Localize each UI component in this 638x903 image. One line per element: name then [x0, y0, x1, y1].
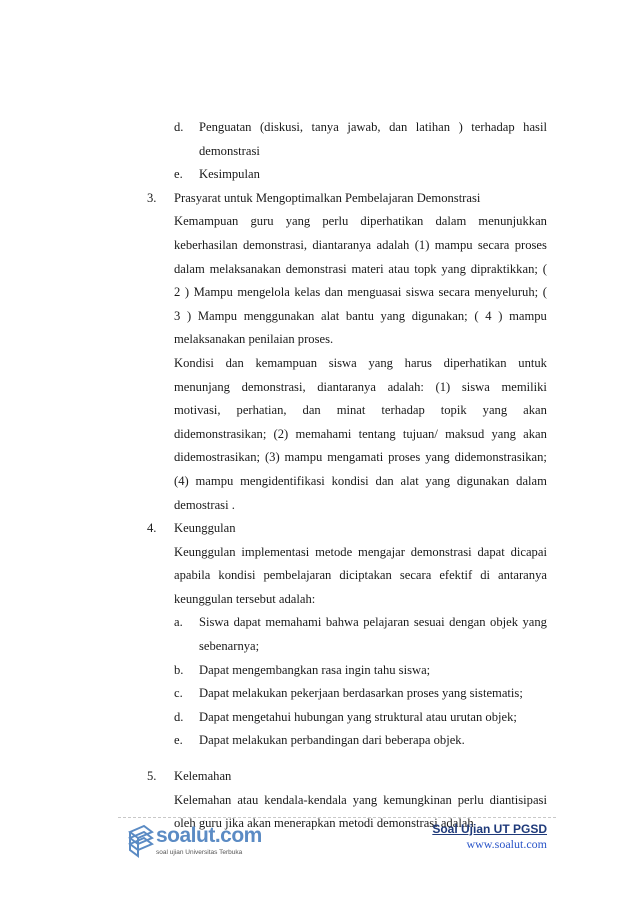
line-text: menunjang demonstrasi, diantaranya adalah: (1) siswa memiliki	[174, 379, 547, 394]
list-item-line	[0, 163, 638, 187]
book-icon	[126, 822, 156, 858]
line-text: 2 ) Mampu mengelola kelas dan menguasai siswa secara menyeluruh; (	[174, 285, 547, 300]
paragraph-line	[0, 789, 638, 813]
footer-url-link[interactable]: www.soalut.com	[466, 837, 547, 851]
paragraph-line	[0, 494, 638, 518]
section-spacer	[0, 753, 638, 765]
footer-divider	[118, 817, 556, 818]
line-text: Kelemahan	[174, 769, 232, 784]
list-marker: e.	[174, 167, 183, 182]
paragraph-line	[0, 588, 638, 612]
paragraph-line	[0, 328, 638, 352]
list-marker: b.	[174, 662, 184, 677]
line-text: melaksanakan penilaian proses.	[174, 332, 334, 347]
paragraph-line	[0, 234, 638, 258]
list-item-line	[0, 729, 638, 753]
line-text: sebenarnya;	[199, 639, 260, 654]
list-item-line	[0, 659, 638, 683]
list-marker: e.	[174, 733, 183, 748]
list-marker: 5.	[147, 769, 157, 784]
footer-title: Soal Ujian UT PGSD	[432, 822, 547, 836]
paragraph-line	[0, 281, 638, 305]
list-marker: 4.	[147, 521, 157, 536]
line-text: Keunggulan implementasi metode mengajar demonstrasi dapat dicapai	[174, 544, 547, 559]
list-item-line	[0, 140, 638, 164]
line-text: demostrasi .	[174, 497, 235, 512]
line-text: Dapat melakukan perbandingan dari beberapa objek.	[199, 733, 465, 748]
paragraph-line	[0, 564, 638, 588]
paragraph-line	[0, 258, 638, 282]
paragraph-line	[0, 446, 638, 470]
section-heading	[0, 517, 638, 541]
list-item-line	[0, 706, 638, 730]
paragraph-line	[0, 470, 638, 494]
line-text: 3 ) Mampu menggunakan alat bantu yang digunakan; ( 4 ) mampu	[174, 308, 547, 323]
list-item-line	[0, 116, 638, 140]
line-text: Siswa dapat memahami bahwa pelajaran sesuai dengan objek yang	[199, 615, 547, 630]
logo-wordmark: soalut.com	[156, 824, 262, 847]
list-item-line	[0, 635, 638, 659]
document-body	[0, 116, 638, 836]
line-text: oleh guru jika akan menerapkan metodi demonstrasi adalah	[174, 816, 474, 831]
line-text: didemostrasikan; (3) mampu mengamati proses yang didemonstrasikan;	[174, 450, 547, 465]
line-text: motivasi, perhatian, dan minat terhadap topik yang akan	[174, 403, 547, 418]
line-text: apabila kondisi pembelajaran diciptakan secara efektif di antaranya	[174, 568, 547, 583]
list-item-line	[0, 682, 638, 706]
line-text: keberhasilan demonstrasi, diantaranya adalah (1) mampu secara proses	[174, 237, 547, 252]
line-text: keunggulan tersebut adalah:	[174, 591, 316, 606]
paragraph-line	[0, 305, 638, 329]
section-heading	[0, 187, 638, 211]
paragraph-line	[0, 210, 638, 234]
line-text: Kelemahan atau kendala-kendala yang kemungkinan perlu diantisipasi	[174, 792, 547, 807]
line-text: Dapat mengetahui hubungan yang struktural atau urutan objek;	[199, 709, 517, 724]
line-text: Keunggulan	[174, 521, 236, 536]
list-marker: 3.	[147, 190, 157, 205]
line-text: didemonstrasikan; (2) memahami tentang tujuan/ maksud yang akan	[174, 426, 547, 441]
line-text: Penguatan (diskusi, tanya jawab, dan latihan ) terhadap hasil	[199, 120, 547, 134]
list-marker: a.	[174, 615, 183, 630]
line-text: dalam melaksanakan demonstrasi materi atau topk yang dipraktikkan; (	[174, 261, 547, 276]
paragraph-line	[0, 423, 638, 447]
list-marker: d.	[174, 120, 184, 134]
line-text: Kesimpulan	[199, 167, 260, 182]
line-text: Dapat mengembangkan rasa ingin tahu siswa;	[199, 662, 431, 677]
paragraph-line	[0, 399, 638, 423]
list-marker: c.	[174, 686, 183, 701]
line-text: demonstrasi	[199, 143, 260, 158]
logo-tagline: soal ujian Universitas Terbuka	[156, 849, 243, 856]
line-text: Prasyarat untuk Mengoptimalkan Pembelajaran Demonstrasi	[174, 190, 481, 205]
paragraph-line	[0, 541, 638, 565]
paragraph-line	[0, 352, 638, 376]
line-text: Dapat melakukan pekerjaan berdasarkan proses yang sistematis;	[199, 686, 523, 701]
line-text: Kemampuan guru yang perlu diperhatikan dalam menunjukkan	[174, 214, 547, 229]
list-marker: d.	[174, 709, 184, 724]
section-heading	[0, 765, 638, 789]
paragraph-line	[0, 376, 638, 400]
line-text: Kondisi dan kemampuan siswa yang harus diperhatikan untuk	[174, 355, 547, 370]
soalut-logo[interactable]	[126, 822, 262, 860]
line-text: (4) mampu mengidentifikasi kondisi dan alat yang digunakan dalam	[174, 473, 547, 488]
list-item-line	[0, 611, 638, 635]
